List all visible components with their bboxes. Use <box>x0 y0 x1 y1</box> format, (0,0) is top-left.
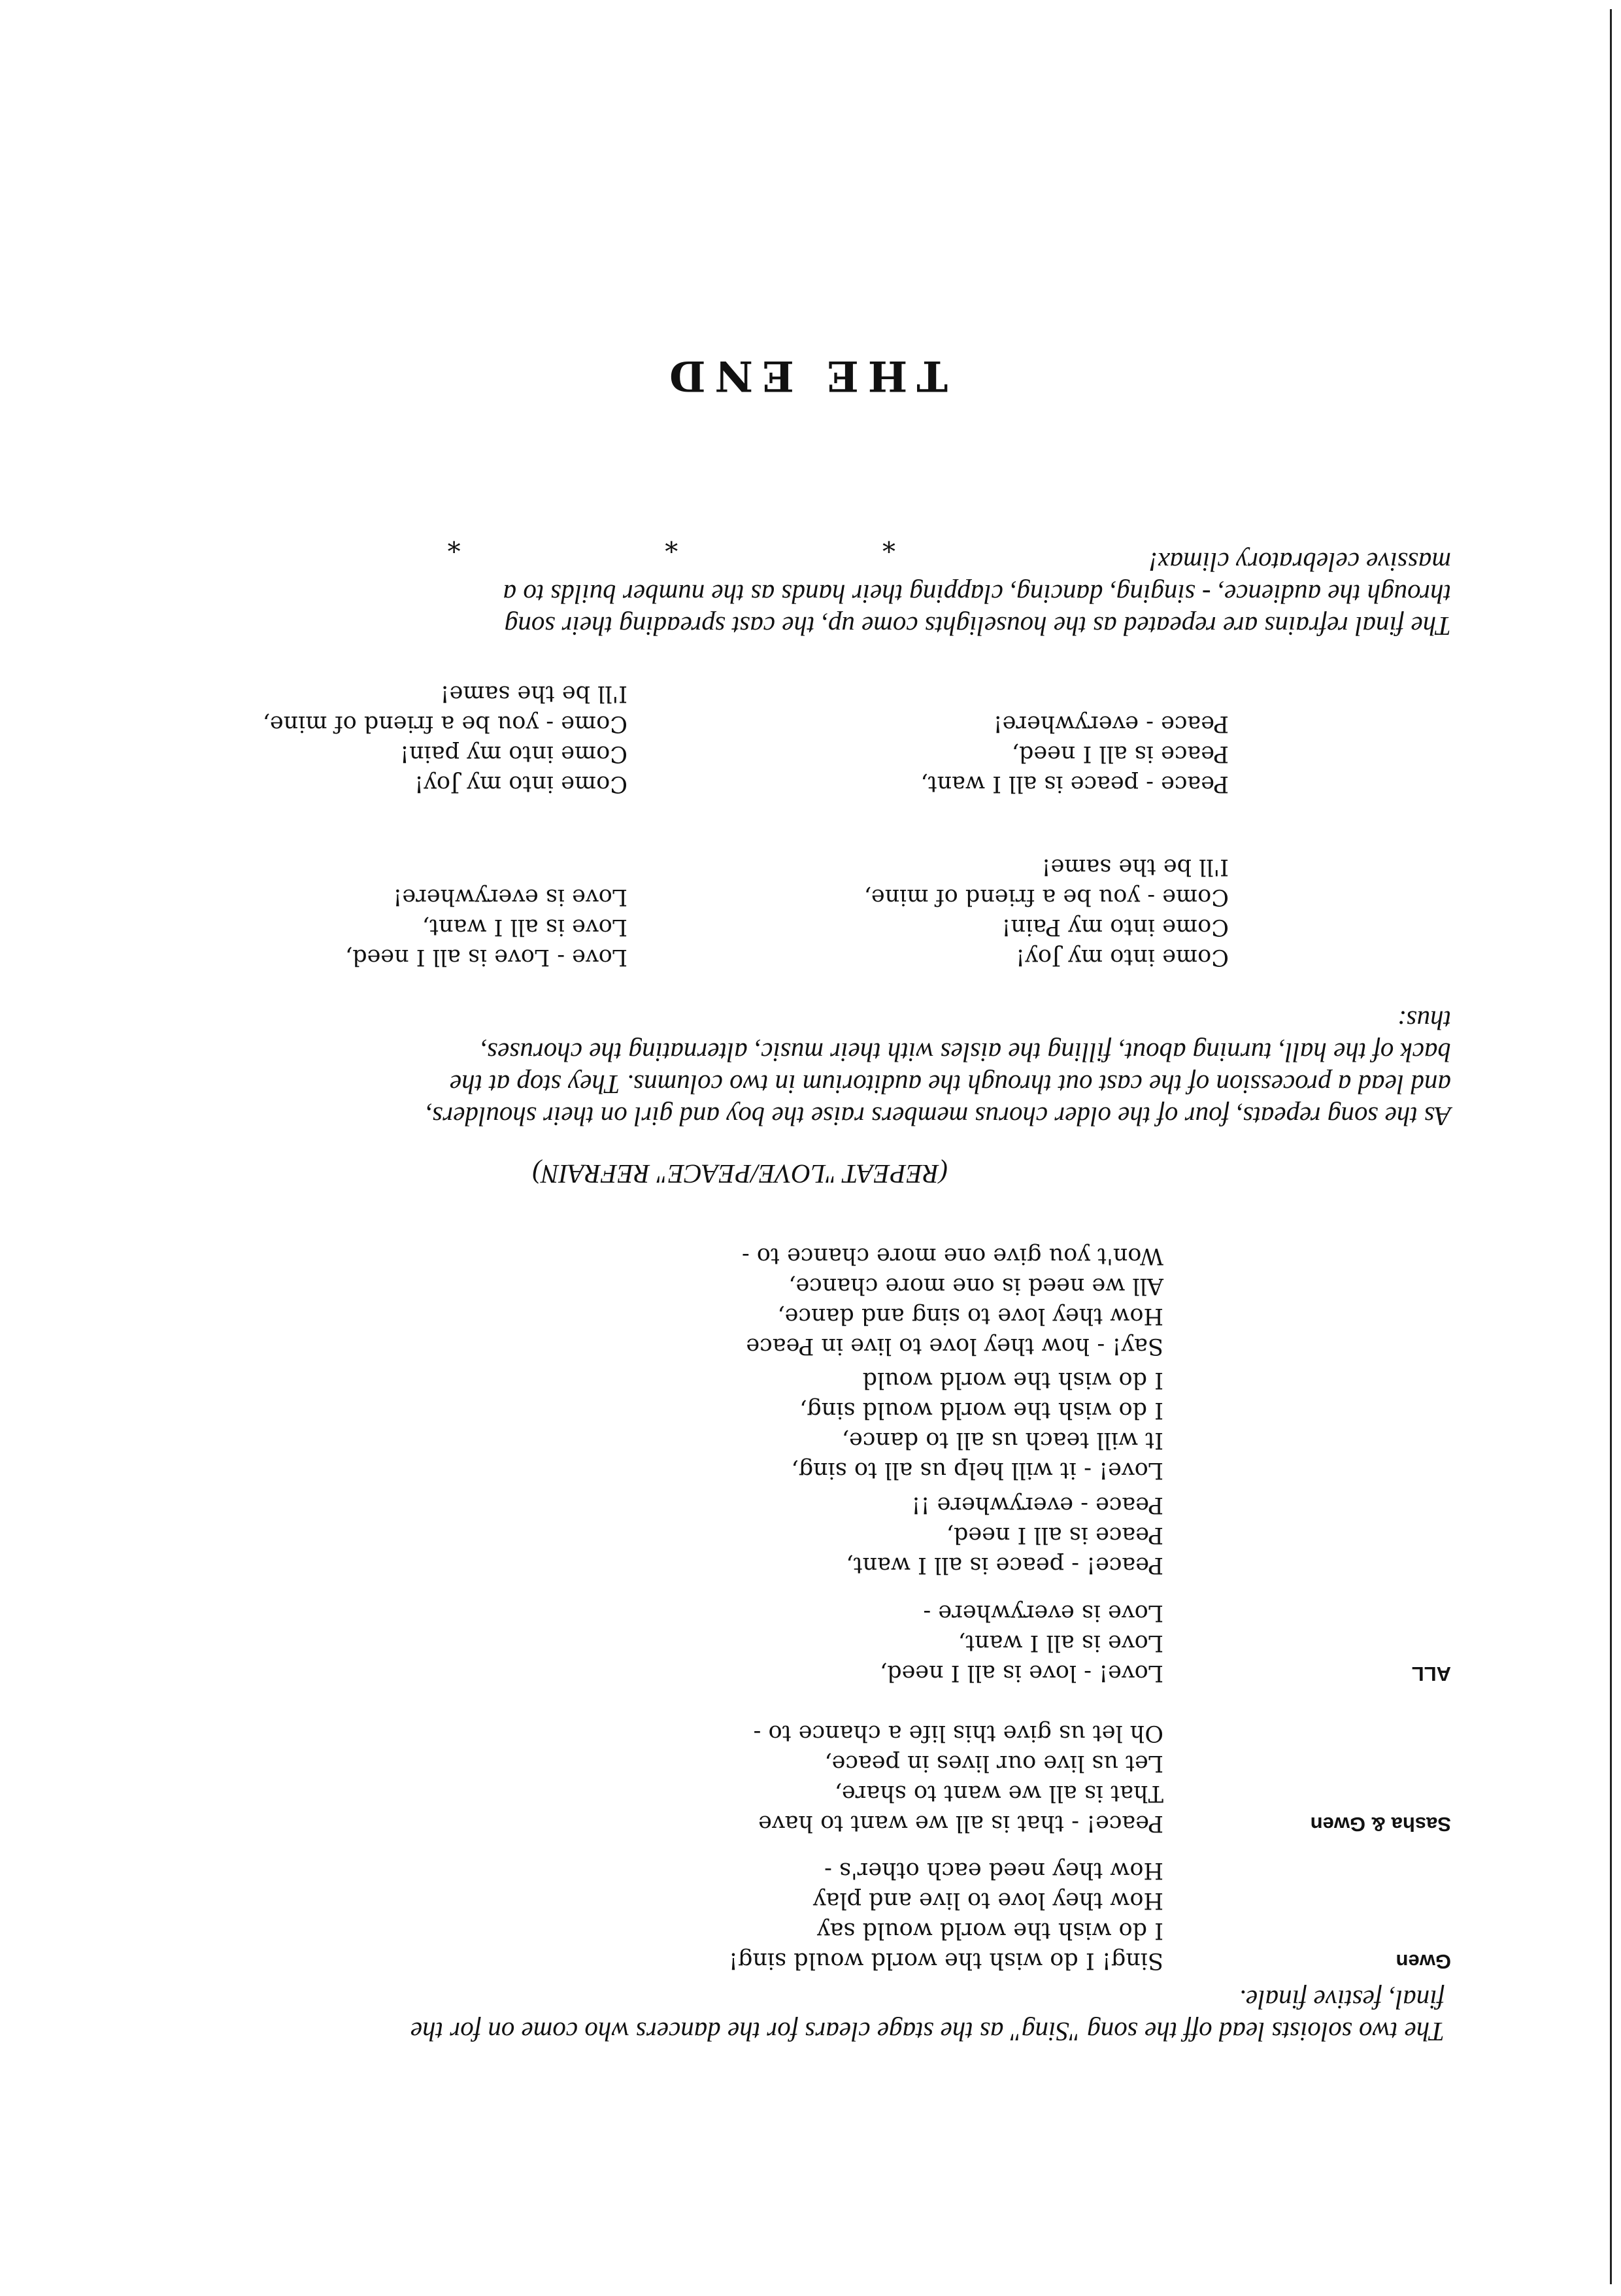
column-right-a: Love - Love is all I need, Love is all I want, Love is everywhere! <box>345 884 627 970</box>
intro-stage-direction: The two soloists lead off the song "Sing" as the stage clears for the dancers who come on for the final, festive finale. <box>410 1985 1445 2047</box>
end-title: THE END <box>660 351 948 400</box>
procession-stage-direction: As the song repeats, four of the older chorus members raise the boy and girl on their shoulders, and lead a procession of the cast out through the auditorium in two columns. They stop at the back of the hall, turning about, filling the aisles with their music, alternating the choruses, thus: <box>426 1005 1451 1132</box>
speaker-gwen: Gwen <box>1395 1950 1451 1973</box>
verse-sasha-gwen: Peace! - that is all we want to have That is all we want to share, Let us live our lives in peace, Oh let us give this life a chance to - <box>753 1720 1163 1836</box>
verse-gwen: Sing! I do wish the world would sing! I do wish the world would say How they love to live and play How they need each other's - <box>728 1857 1163 1974</box>
scan-edge-line <box>1610 9 1612 2284</box>
verse-peace: Peace! - peace is all I want, Peace is all I need, Peace - everywhere !! <box>846 1492 1163 1578</box>
repeat-direction: (REPEAT "LOVE/PEACE" REFRAIN) <box>532 1159 948 1189</box>
final-stage-direction: The final refrains are repeated as the houselights come up, the cast spreading their song through the audience, - singing, dancing, clapping their hands as the number builds to a massive celebratory climax! <box>503 547 1451 641</box>
speaker-sasha-gwen: Sasha & Gwen <box>1310 1813 1451 1836</box>
verse-say: Say! - how they love to live in Peace How they love to sing and dance, All we need is one more chance, Won't you give one more chance to - <box>741 1243 1163 1359</box>
column-right-b: Come into my Joy! Come into my pain! Come - you be a friend of mine, I'll be the same! <box>262 681 627 797</box>
verse-all-love: Love! - love is all I need, Love is all I want, Love is everywhere - <box>880 1600 1163 1686</box>
section-break-asterisks: * * * <box>349 527 895 557</box>
column-left-b: Peace - peace is all I want, Peace is all I need, Peace - everywhere! <box>920 711 1229 797</box>
column-left-a: Come into my Joy! Come into my Pain! Come - you be a friend of mine, I'll be the same! <box>863 854 1229 970</box>
verse-love-sing: Love! - it will help us all to sing, It will teach us all to dance, I do wish the world would sing, I do wish the world would <box>791 1367 1163 1483</box>
speaker-all: ALL <box>1411 1663 1451 1685</box>
